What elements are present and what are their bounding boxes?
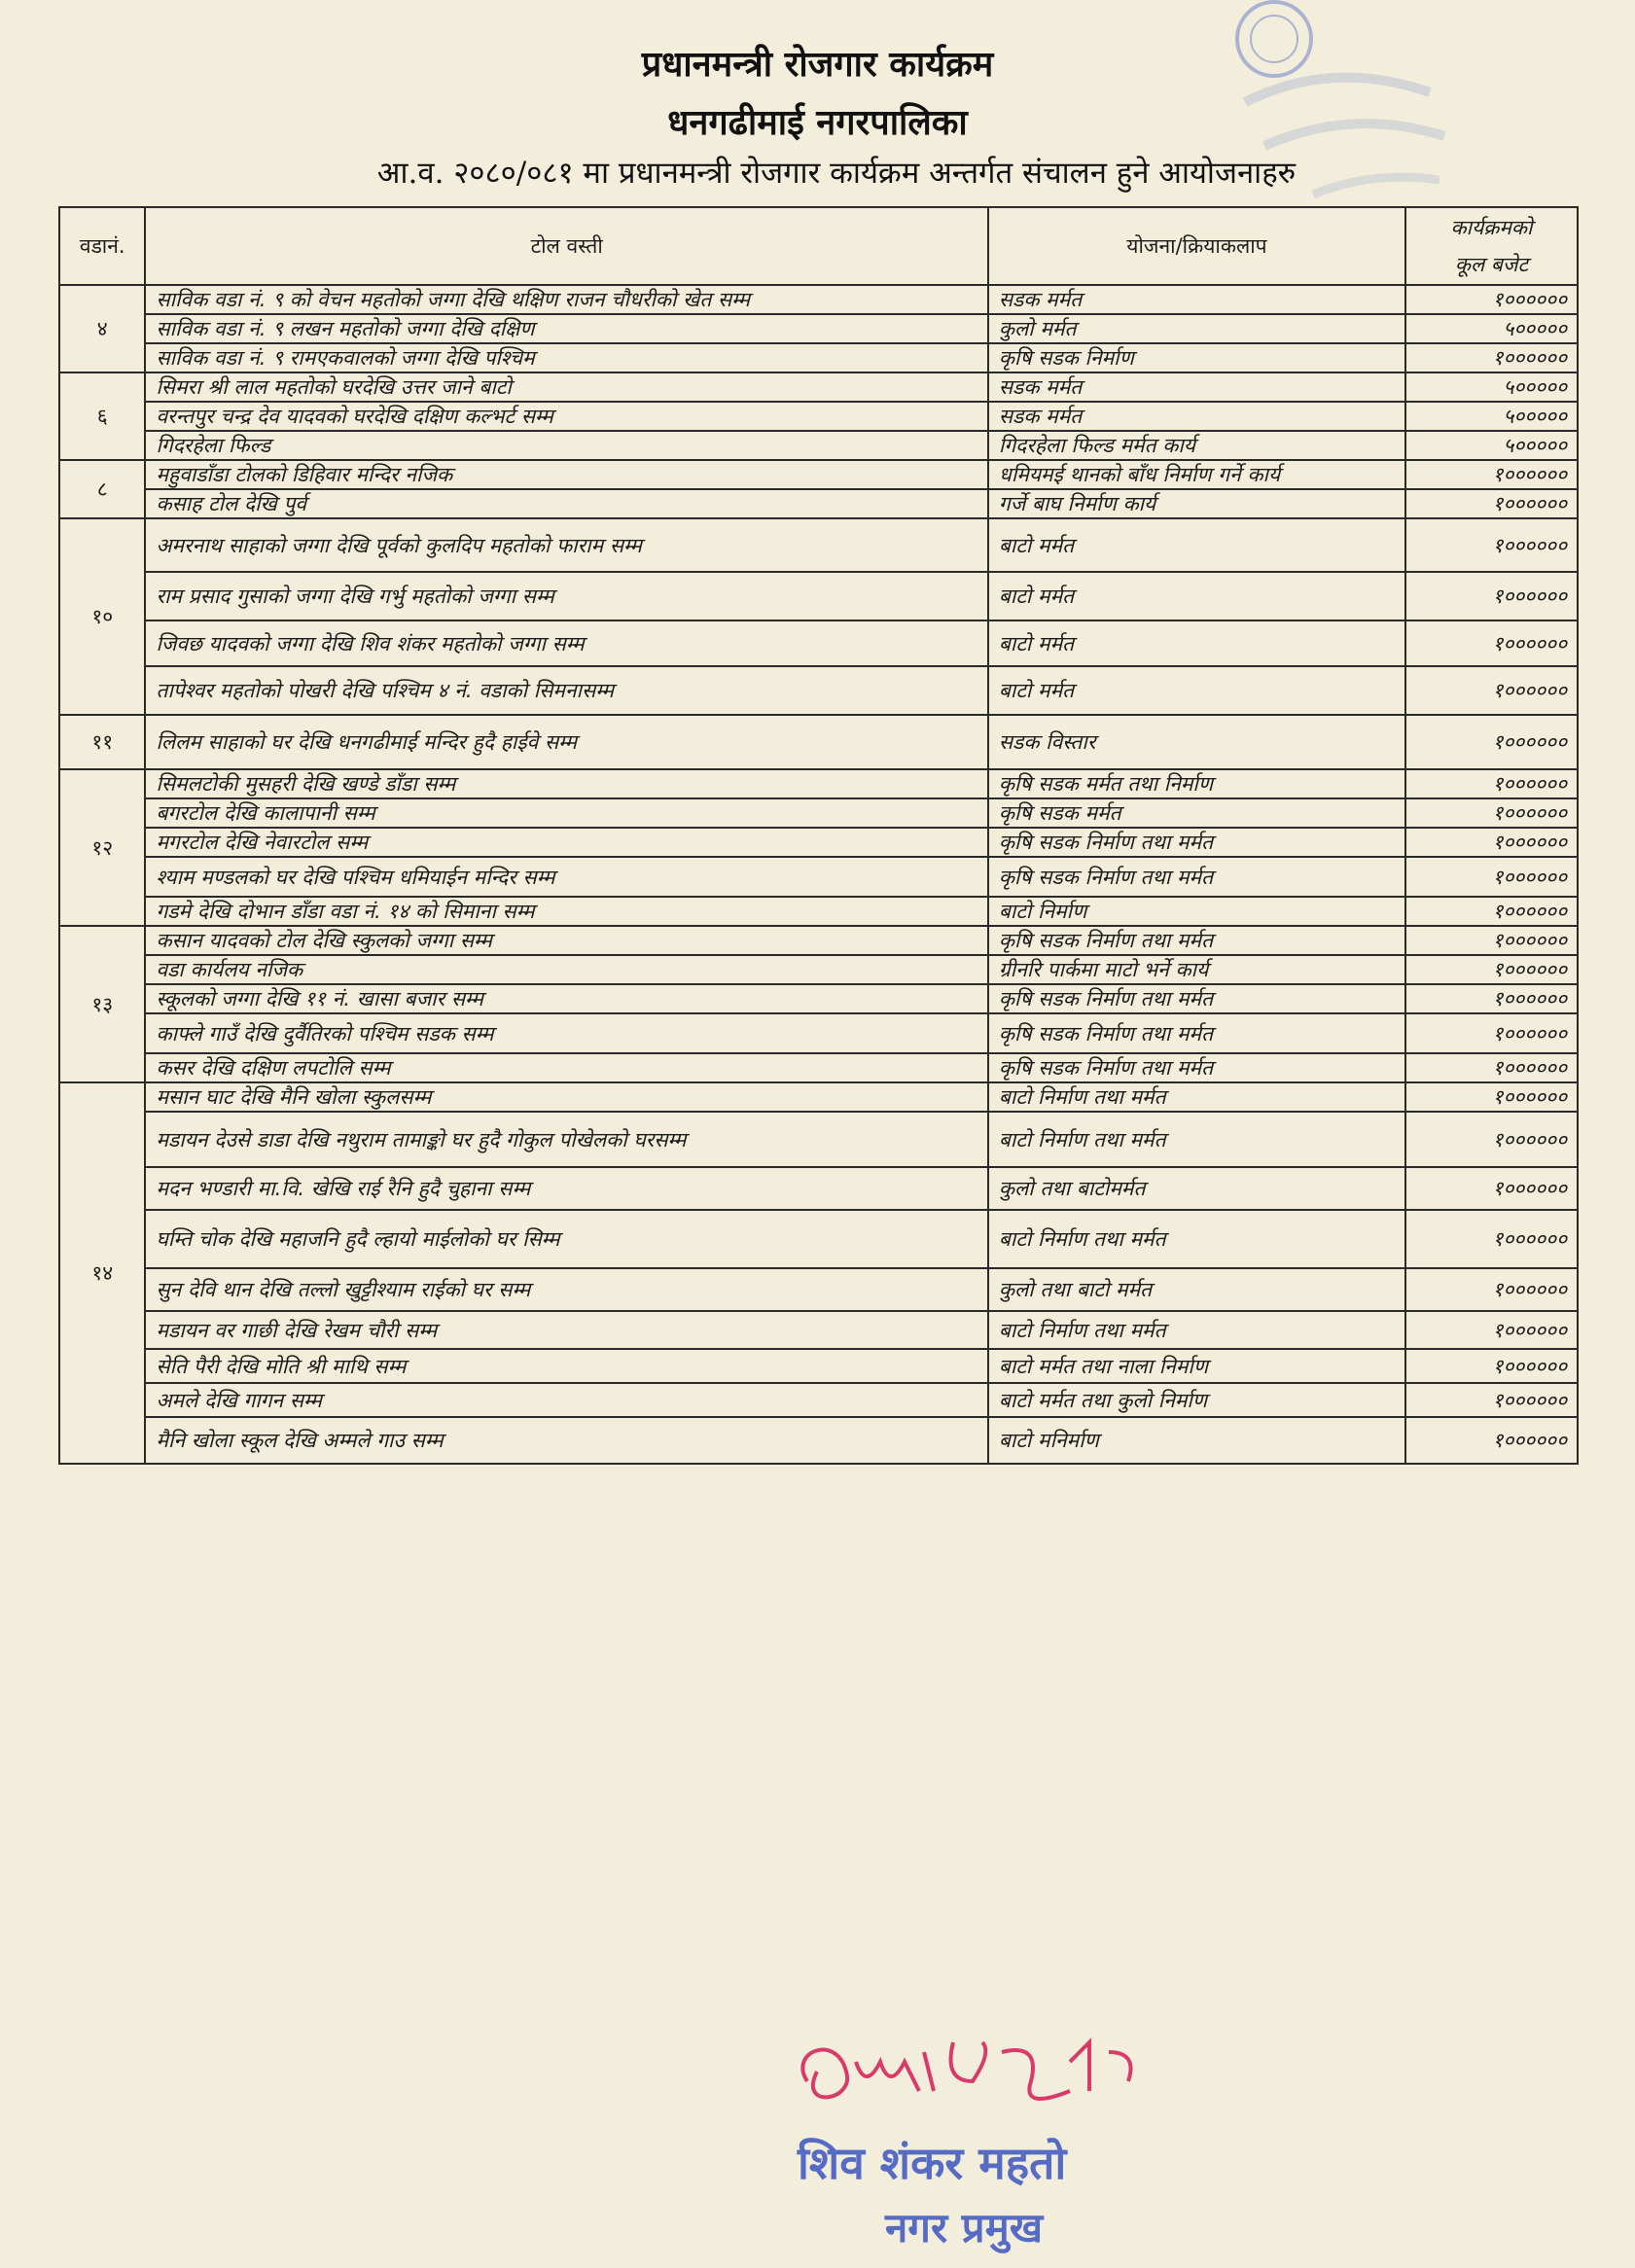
settlement-cell: मैनि खोला स्कूल देखि अम्मले गाउ सम्म	[145, 1417, 987, 1464]
header-budget-line1: कार्यक्रमको	[1450, 216, 1533, 239]
budget-cell: १००००००	[1405, 1013, 1578, 1053]
budget-cell: १००००००	[1405, 926, 1578, 955]
settlement-cell: वडा कार्यलय नजिक	[145, 955, 987, 984]
settlement-cell: कसान यादवको टोल देखि स्कुलको जग्गा सम्म	[145, 926, 987, 955]
plan-cell: सडक विस्तार	[988, 715, 1405, 769]
ward-number-cell: १०	[59, 518, 145, 715]
settlement-cell: अमरनाथ साहाको जग्गा देखि पूर्वको कुलदिप महतोको फाराम सम्म	[145, 518, 987, 572]
settlement-cell: मसान घाट देखि मैनि खोला स्कुलसम्म	[145, 1082, 987, 1112]
table-row	[59, 715, 1578, 769]
ward-number-cell: ११	[59, 715, 145, 769]
table-row	[59, 460, 1578, 489]
plan-cell: कुलो तथा बाटोमर्मत	[988, 1167, 1405, 1210]
table-row	[59, 1053, 1578, 1082]
header-tol: टोल वस्ती	[145, 207, 987, 285]
budget-cell: १००००००	[1405, 489, 1578, 518]
budget-cell: ५०००००	[1405, 402, 1578, 431]
table-row	[59, 431, 1578, 460]
budget-cell: १००००००	[1405, 955, 1578, 984]
table-row	[59, 343, 1578, 372]
budget-cell: १००००००	[1405, 984, 1578, 1013]
municipality-title: धनगढीमाई नगरपालिका	[667, 102, 968, 143]
plan-cell: कृषि सडक निर्माण तथा मर्मत	[988, 1013, 1405, 1053]
budget-cell: १००००००	[1405, 1268, 1578, 1311]
municipality-seal-stamp	[1206, 0, 1459, 224]
plan-cell: बाटो मनिर्माण	[988, 1417, 1405, 1464]
settlement-cell: मडायन देउसे डाडा देखि नथुराम तामाङ्को घर हुदै गोकुल पोखेलको घरसम्म	[145, 1112, 987, 1167]
plan-cell: बाटो निर्माण तथा मर्मत	[988, 1082, 1405, 1112]
budget-cell: १००००००	[1405, 1053, 1578, 1082]
plan-cell: बाटो मर्मत	[988, 518, 1405, 572]
settlement-cell: काफ्ले गाउँ देखि दुर्वैतिरको पश्चिम सडक सम्म	[145, 1013, 987, 1053]
ward-number-cell: १४	[59, 1082, 145, 1464]
plan-cell: बाटो निर्माण तथा मर्मत	[988, 1112, 1405, 1167]
table-row	[59, 798, 1578, 828]
plan-cell: कृषि सडक निर्माण तथा मर्मत	[988, 984, 1405, 1013]
budget-cell: १००००००	[1405, 1112, 1578, 1167]
plan-cell: बाटो मर्मत तथा कुलो निर्माण	[988, 1383, 1405, 1417]
settlement-cell: लिलम साहाको घर देखि धनगढीमाई मन्दिर हुदै हाईवे सम्म	[145, 715, 987, 769]
table-row	[59, 620, 1578, 666]
plan-cell: कृषि सडक निर्माण तथा मर्मत	[988, 828, 1405, 857]
budget-cell: १००००००	[1405, 460, 1578, 489]
settlement-cell: साविक वडा नं. ९ रामएकवालको जग्गा देखि पश्चिम	[145, 343, 987, 372]
settlement-cell: महुवाडाँडा टोलको डिहिवार मन्दिर नजिक	[145, 460, 987, 489]
budget-cell: १००००००	[1405, 1349, 1578, 1383]
project-table	[58, 206, 1579, 1465]
plan-cell: गिदरहेला फिल्ड मर्मत कार्य	[988, 431, 1405, 460]
budget-cell: १००००००	[1405, 1417, 1578, 1464]
ward-number-cell: १३	[59, 926, 145, 1082]
table-row	[59, 1268, 1578, 1311]
plan-cell: सडक मर्मत	[988, 402, 1405, 431]
budget-cell: १००००००	[1405, 343, 1578, 372]
settlement-cell: सिमलटोकी मुसहरी देखि खण्डे डाँडा सम्म	[145, 769, 987, 798]
budget-cell: ५०००००	[1405, 431, 1578, 460]
header-budget	[1405, 207, 1578, 285]
table-row	[59, 1082, 1578, 1112]
ward-number-cell: ६	[59, 372, 145, 460]
settlement-cell: घम्ति चोक देखि महाजनि हुदै ल्हायो माईलोको घर सिम्म	[145, 1210, 987, 1268]
settlement-cell: साविक वडा नं. ९ लखन महतोको जग्गा देखि दक्षिण	[145, 314, 987, 343]
settlement-cell: गिदरहेला फिल्ड	[145, 431, 987, 460]
budget-cell: १००००००	[1405, 1210, 1578, 1268]
table-row	[59, 955, 1578, 984]
signature-role: नगर प्रमुख	[885, 2204, 1044, 2251]
plan-cell: बाटो मर्मत	[988, 666, 1405, 715]
budget-cell: १००००००	[1405, 715, 1578, 769]
table-row	[59, 666, 1578, 715]
plan-cell: कुलो मर्मत	[988, 314, 1405, 343]
plan-cell: बाटो निर्माण तथा मर्मत	[988, 1311, 1405, 1349]
settlement-cell: श्याम मण्डलको घर देखि पश्चिम धमियाईन मन्दिर सम्म	[145, 857, 987, 897]
plan-cell: बाटो निर्माण तथा मर्मत	[988, 1210, 1405, 1268]
signature-name: शिव शंकर महतो	[798, 2137, 1067, 2189]
settlement-cell: सेति पैरी देखि मोति श्री माथि सम्म	[145, 1349, 987, 1383]
plan-cell: कृषि सडक मर्मत तथा निर्माण	[988, 769, 1405, 798]
plan-cell: बाटो मर्मत	[988, 620, 1405, 666]
settlement-cell: सिमरा श्री लाल महतोको घरदेखि उत्तर जाने बाटो	[145, 372, 987, 402]
table-body	[59, 285, 1578, 1464]
settlement-cell: मडायन वर गाछी देखि रेखम चौरी सम्म	[145, 1311, 987, 1349]
table-header-row	[59, 207, 1578, 285]
settlement-cell: जिवछ यादवको जग्गा देखि शिव शंकर महतोको जग्गा सम्म	[145, 620, 987, 666]
plan-cell: धमियमई थानको बाँध निर्माण गर्ने कार्य	[988, 460, 1405, 489]
settlement-cell: कसर देखि दक्षिण लपटोलि सम्म	[145, 1053, 987, 1082]
table-row	[59, 1349, 1578, 1383]
header-plan: योजना/क्रियाकलाप	[988, 207, 1405, 285]
plan-cell: बाटो निर्माण	[988, 897, 1405, 926]
budget-cell: १००००००	[1405, 857, 1578, 897]
settlement-cell: अमले देखि गागन सम्म	[145, 1383, 987, 1417]
settlement-cell: मगरटोल देखि नेवारटोल सम्म	[145, 828, 987, 857]
budget-cell: १००००००	[1405, 666, 1578, 715]
table-row	[59, 897, 1578, 926]
table-row	[59, 518, 1578, 572]
budget-cell: १००००००	[1405, 1167, 1578, 1210]
budget-cell: १००००००	[1405, 620, 1578, 666]
budget-cell: १००००००	[1405, 1311, 1578, 1349]
table-row	[59, 926, 1578, 955]
plan-cell: कृषि सडक निर्माण तथा मर्मत	[988, 926, 1405, 955]
budget-cell: १००००००	[1405, 1082, 1578, 1112]
settlement-cell: तापेश्वर महतोको पोखरी देखि पश्चिम ४ नं. वडाको सिमनासम्म	[145, 666, 987, 715]
budget-cell: ५०००००	[1405, 314, 1578, 343]
plan-cell: कृषि सडक मर्मत	[988, 798, 1405, 828]
settlement-cell: वरन्तपुर चन्द्र देव यादवको घरदेखि दक्षिण कल्भर्ट सम्म	[145, 402, 987, 431]
table-row	[59, 857, 1578, 897]
plan-cell: कृषि सडक निर्माण तथा मर्मत	[988, 1053, 1405, 1082]
budget-cell: १००००००	[1405, 518, 1578, 572]
table-row	[59, 402, 1578, 431]
fiscal-year-subtitle: आ.व. २०८०/०८१ मा प्रधानमन्त्री रोजगार कार्यक्रम अन्तर्गत संचालन हुने आयोजनाहरु	[376, 156, 1297, 191]
table-row	[59, 769, 1578, 798]
settlement-cell: सुन देवि थान देखि तल्लो खुट्टीश्याम राईको घर सम्म	[145, 1268, 987, 1311]
table-row	[59, 1311, 1578, 1349]
budget-cell: ५०००००	[1405, 372, 1578, 402]
table-row	[59, 828, 1578, 857]
ward-number-cell: १२	[59, 769, 145, 926]
plan-cell: बाटो मर्मत	[988, 572, 1405, 620]
table-row	[59, 314, 1578, 343]
table-row	[59, 1112, 1578, 1167]
program-title: प्रधानमन्त्री रोजगार कार्यक्रम	[641, 44, 994, 85]
plan-cell: कृषि सडक निर्माण	[988, 343, 1405, 372]
plan-cell: बाटो मर्मत तथा नाला निर्माण	[988, 1349, 1405, 1383]
header-budget-line2: कूल बजेट	[1454, 253, 1529, 276]
table-row	[59, 1013, 1578, 1053]
table-row	[59, 489, 1578, 518]
header-ward: वडानं.	[59, 207, 145, 285]
settlement-cell: राम प्रसाद गुसाको जग्गा देखि गर्भु महतोको जग्गा सम्म	[145, 572, 987, 620]
budget-cell: १००००००	[1405, 1383, 1578, 1417]
table-row	[59, 1383, 1578, 1417]
table-row	[59, 1210, 1578, 1268]
plan-cell: गर्जे बाघ निर्माण कार्य	[988, 489, 1405, 518]
budget-cell: १००००००	[1405, 769, 1578, 798]
budget-cell: १००००००	[1405, 285, 1578, 314]
plan-cell: सडक मर्मत	[988, 285, 1405, 314]
plan-cell: कुलो तथा बाटो मर्मत	[988, 1268, 1405, 1311]
settlement-cell: कसाह टोल देखि पुर्व	[145, 489, 987, 518]
ward-number-cell: ८	[59, 460, 145, 518]
table-row	[59, 984, 1578, 1013]
budget-cell: १००००००	[1405, 572, 1578, 620]
plan-cell: ग्रीनरि पार्कमा माटो भर्ने कार्य	[988, 955, 1405, 984]
budget-cell: १००००००	[1405, 798, 1578, 828]
settlement-cell: बगरटोल देखि कालापानी सम्म	[145, 798, 987, 828]
table-row	[59, 285, 1578, 314]
settlement-cell: स्कूलको जग्गा देखि ११ नं. खासा बजार सम्म	[145, 984, 987, 1013]
settlement-cell: गडमे देखि दोभान डाँडा वडा नं. १४ को सिमाना सम्म	[145, 897, 987, 926]
budget-cell: १००००००	[1405, 828, 1578, 857]
budget-cell: १००००००	[1405, 897, 1578, 926]
settlement-cell: साविक वडा नं. ९ को वेचन महतोको जग्गा देखि थक्षिण राजन चौधरीको खेत सम्म	[145, 285, 987, 314]
table-row	[59, 1167, 1578, 1210]
table-row	[59, 1417, 1578, 1464]
plan-cell: सडक मर्मत	[988, 372, 1405, 402]
table-row	[59, 372, 1578, 402]
ward-number-cell: ४	[59, 285, 145, 372]
table-row	[59, 572, 1578, 620]
settlement-cell: मदन भण्डारी मा.वि. खेखि राई रैनि हुदै चुहाना सम्म	[145, 1167, 987, 1210]
signature-stamp	[778, 2023, 1226, 2256]
plan-cell: कृषि सडक निर्माण तथा मर्मत	[988, 857, 1405, 897]
